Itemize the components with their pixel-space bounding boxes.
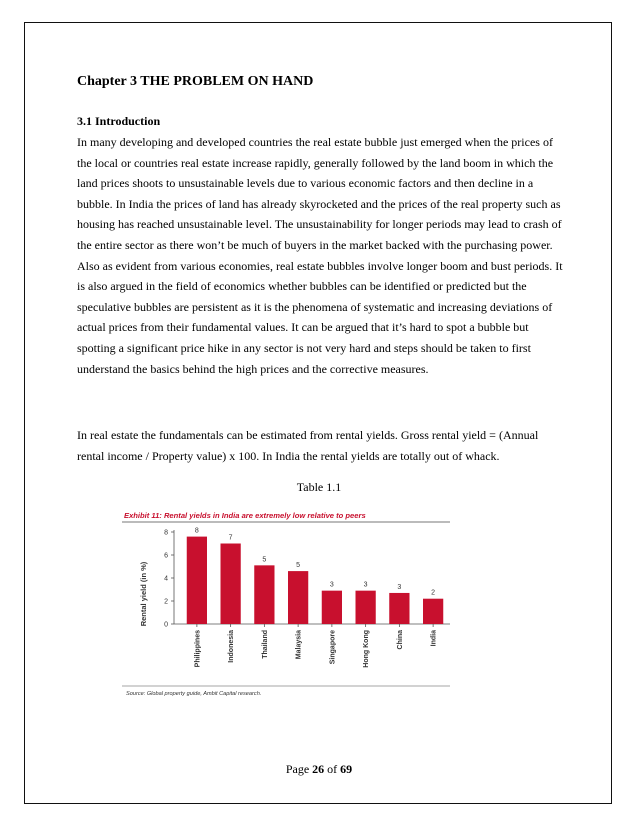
chart-bar (356, 591, 376, 624)
chart-bar (221, 544, 241, 625)
section-title: 3.1 Introduction (77, 114, 161, 128)
y-tick-label: 0 (164, 621, 168, 629)
paragraph-intro: In many developing and developed countries the real estate bubble just emerged when the prices of the local or countries real estate increase rapidly, generally followed by the land boom in which the land prices shoots to unsustainable levels due to various economic factors and then decline in a bubble. In India the prices of land has already skyrocketed and the prices of the real property such as housing has reached unsustainable level. The unsustainability for longer periods may lead to crash of the entire sector as there won’t be much of buyers in the market backed with the purchasing power. Also as evident from various economies, real estate bubbles involve longer boom and bust periods. It is also argued in the field of economics whether bubbles can be identified or predicted but the speculative bubbles are persistent as it is the phenomena of systematic and increasing deviations of actual prices from their fundamental values. It can be argued that it’s hard to spot a bubble but spotting a significant price hike in any sector is not very hard and steps should be taken to first understand the basics behind the high prices and the corrective measures. (77, 135, 563, 376)
paragraph-rental-yield: In real estate the fundamentals can be estimated from rental yields. Gross rental yield = (Annual rental income / Property value) x 100. In India the rental yields are totally out of whack. (77, 428, 539, 463)
x-tick-label: Indonesia (228, 630, 236, 663)
bar-data-label: 3 (329, 581, 334, 589)
chart-bar (187, 537, 207, 624)
bar-data-label: 8 (194, 527, 199, 535)
footer-page-total: 69 (340, 762, 353, 776)
chart-bar (288, 571, 308, 624)
y-tick-label: 8 (164, 529, 168, 537)
x-tick-label: India (430, 630, 438, 647)
bar-data-label: 3 (397, 583, 402, 591)
footer-page-number: 26 (312, 762, 325, 776)
footer-prefix: Page (285, 762, 313, 776)
chart-bar (389, 593, 409, 624)
x-tick-label: Singapore (329, 630, 337, 665)
bar-data-label: 3 (363, 581, 368, 589)
chart-bar (254, 565, 274, 624)
bar-data-label: 5 (296, 562, 301, 570)
x-tick-label: Philippines (194, 630, 202, 668)
footer-of: of (324, 762, 341, 776)
y-tick-label: 2 (164, 598, 168, 606)
bar-data-label: 2 (431, 589, 436, 597)
x-tick-label: Thailand (261, 630, 269, 659)
y-tick-label: 4 (164, 575, 168, 583)
chart-title: Exhibit 11: Rental yields in India are extremely low relative to peers (124, 511, 366, 520)
chart-bar (423, 599, 443, 624)
table-caption: Table 1.1 (296, 480, 342, 494)
plot-area (164, 528, 450, 668)
chart-source: Source: Global property guide, Ambit Capital research. (126, 691, 262, 697)
x-tick-label: Hong Kong (363, 630, 371, 668)
bar-data-label: 5 (262, 556, 267, 564)
y-axis-label: Rental yield (in %) (139, 561, 148, 627)
bar-data-label: 7 (228, 534, 233, 542)
rental-yield-chart (120, 502, 452, 698)
chart-bar (322, 591, 342, 624)
page-footer (0, 762, 638, 777)
chapter-title: Chapter 3 THE PROBLEM ON HAND (77, 74, 314, 89)
x-tick-label: Malaysia (295, 630, 303, 660)
y-tick-label: 6 (164, 552, 168, 560)
x-tick-label: China (396, 630, 404, 650)
